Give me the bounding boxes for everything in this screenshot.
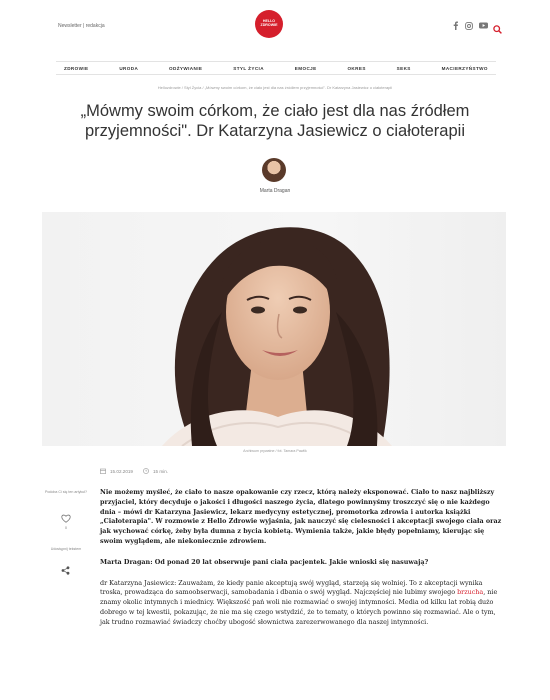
nav-item-uroda[interactable]: URODA (119, 65, 139, 71)
author-avatar[interactable] (262, 158, 286, 182)
interview-question: Marta Dragan: Od ponad 20 lat obserwuje pani ciała pacjentek. Jakie wnioski się nasuwają? (100, 557, 429, 566)
main-nav (56, 61, 496, 75)
share-label: Udostępnij tekstem (50, 547, 82, 551)
read-time-text: 15 min. (153, 468, 169, 474)
nav-item-okres[interactable]: OKRES (347, 65, 366, 71)
photo-caption: Archiwum prywatne / fot. Tamara Pawlik (243, 449, 307, 453)
search-icon[interactable] (493, 21, 502, 39)
breadcrumb[interactable]: Hellozdrowie / Styl Życia / „Mówmy swoim córkom, że ciało jest dla nas źródłem przyjemności". Dr Katarzyna Jasiewicz o ciałoterapii (157, 85, 393, 90)
facebook-icon[interactable] (452, 21, 459, 30)
date-text: 15.02.2019 (110, 468, 133, 474)
portrait-illustration (42, 212, 506, 446)
calendar-icon (100, 468, 106, 474)
instagram-icon[interactable] (465, 22, 473, 30)
article-meta (100, 468, 168, 474)
social-links (452, 21, 488, 30)
brzucha-link[interactable]: brzucha (457, 588, 484, 597)
author-name[interactable]: Marta Dragan (259, 188, 291, 194)
share-icon[interactable] (61, 562, 70, 580)
nav-item-zdrowie[interactable]: ZDROWIE (64, 65, 89, 71)
page-title: „Mówmy swoim córkom, że ciało jest dla nas źródłem przyjemności". Dr Katarzyna Jasiewicz o ciałoterapii (80, 102, 470, 140)
top-bar (0, 0, 550, 52)
site-logo[interactable]: HELLO ZDROWIE (255, 10, 283, 38)
read-time (143, 468, 168, 474)
clock-icon (143, 468, 149, 474)
article-lead: Nie możemy myśleć, że ciało to nasze opakowanie czy rzecz, którą należy eksponować. Ciało to nasz najbliższy przyjaciel, który decyduje o jakości i długości naszego życia, dlatego powinnyśmy troszczyć się o nie każdego dnia – mówi dr Katarzyna Jasiewicz, lekarz medycyny estetycznej, promotorka zdrowia i autorka książki „Ciałoterapia". W rozmowie z Hello Zdrowie wyjaśnia, jak nauczyć się cielesności i akceptacji swojego ciała oraz jak wychować córkę, żeby była dumna z bycia kobietą. Wymienia także, jakie błędy popełniamy, kierując się swoim wyglądem, ale niekoniecznie zdrowiem. (100, 488, 502, 545)
like-label: Podoba Ci się ten artykuł? (45, 490, 87, 494)
publish-date (100, 468, 133, 474)
hero-photo (42, 212, 506, 446)
answer-text-start: dr Katarzyna Jasiewicz: Zauważam, że kiedy panie akceptują swój wygląd, starzeją się wolniej. To z akceptacji wynika troska, prowadząca do samoobserwacji, samobadania i dbania o swój wygląd. Najczęściej nie lubimy swojego (100, 578, 483, 597)
article-body (100, 488, 506, 639)
nav-item-odzywianie[interactable]: ODŻYWIANIE (169, 65, 203, 71)
header-links[interactable]: Newsletter | redakcja (58, 23, 105, 29)
interview-answer (100, 579, 506, 628)
answer-text-end: , nie znamy okolic intymnych i miednicy. Większość pań woli nie rozmawiać o swojej intymności. Media od kilku lat robią dużo dobrego w tej kwestii, pokazując, że nie ma się czego wstydzić, że to tematy, o których powinno się rozmawiać. Ale o tym, jak trudno rozmawiać świadczy choćby ubogość słownictwa zarezerwowanego dla naszej intymności. (100, 588, 498, 626)
like-count: 0 (64, 525, 68, 530)
youtube-icon[interactable] (479, 22, 488, 29)
nav-item-emocje[interactable]: EMOCJE (294, 65, 317, 71)
nav-item-styl-zycia[interactable]: STYL ŻYCIA (233, 65, 264, 71)
nav-item-macierzynstwo[interactable]: MACIERZYŃSTWO (441, 65, 488, 71)
nav-item-seks[interactable]: SEKS (396, 65, 411, 71)
